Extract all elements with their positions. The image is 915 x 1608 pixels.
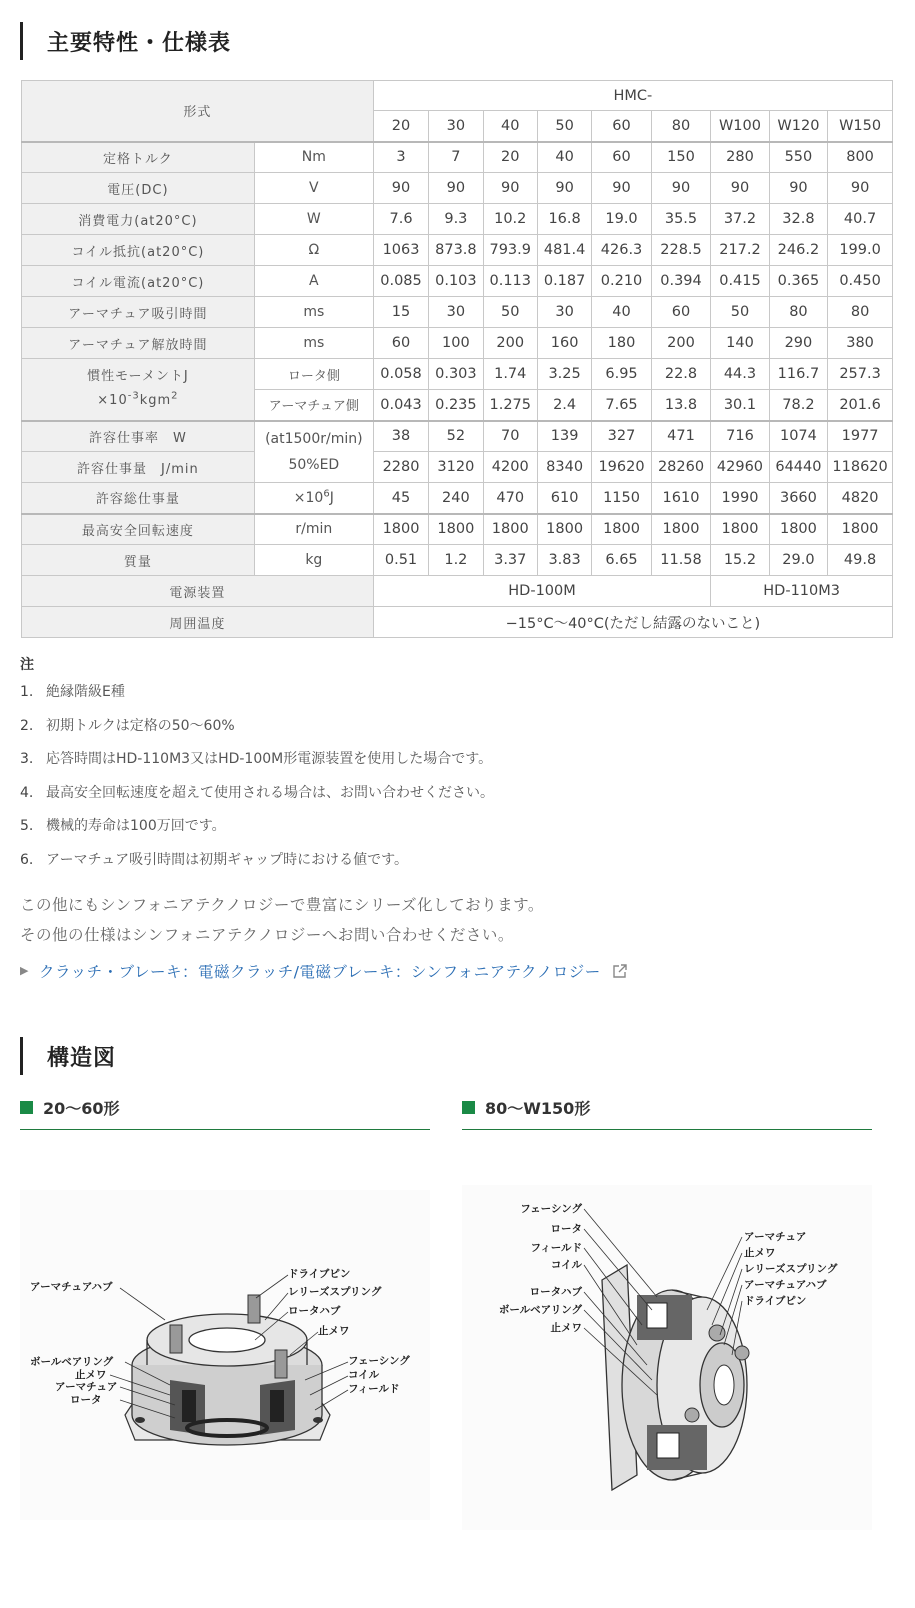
value-cell: 470	[483, 483, 537, 514]
value-cell: 1150	[592, 483, 651, 514]
external-link-icon	[611, 962, 629, 980]
value-cell: 116.7	[769, 359, 827, 390]
value-cell: 481.4	[537, 235, 591, 266]
value-cell: 40.7	[828, 204, 893, 235]
value-cell: 78.2	[769, 390, 827, 421]
note-item	[20, 680, 890, 714]
note-text: 絶縁階級E種	[46, 684, 125, 700]
model-cell: 80	[651, 111, 710, 142]
note-text: 応答時間はHD-110M3又はHD-100M形電源装置を使用した場合です。	[46, 751, 493, 768]
value-cell: 290	[769, 328, 827, 359]
value-cell: 0.415	[711, 266, 769, 297]
row-unit: r/min	[254, 514, 373, 545]
row-label: 定格トルク	[22, 142, 255, 173]
value-cell: 100	[429, 328, 483, 359]
row-label: コイル電流(at20°C)	[22, 266, 255, 297]
value-cell: 2.4	[537, 390, 591, 421]
series-paragraph: この他にもシンフォニアテクノロジーで豊富にシリーズ化しております。	[20, 895, 544, 914]
value-cell: 45	[373, 483, 428, 514]
value-cell: 873.8	[429, 235, 483, 266]
value-cell: 10.2	[483, 204, 537, 235]
notes-paragraph	[20, 890, 890, 950]
value-cell: 90	[828, 173, 893, 204]
diagram-left-header	[20, 1096, 430, 1130]
unit-exponent: -3	[127, 390, 140, 402]
table-row	[22, 328, 893, 359]
value-cell: 40	[592, 297, 651, 328]
table-row	[22, 142, 893, 173]
value-cell: 60	[651, 297, 710, 328]
value-cell: 610	[537, 483, 591, 514]
structure-section-header	[20, 1037, 116, 1075]
value-cell: 60	[592, 142, 651, 173]
value-cell: 30	[429, 297, 483, 328]
value-cell: 1800	[537, 514, 591, 545]
value-cell: 3120	[429, 452, 483, 483]
value-cell: 16.8	[537, 204, 591, 235]
table-row	[22, 514, 893, 545]
diagram-callout: レリーズスプリング	[288, 1286, 382, 1298]
note-text: 初期トルクは定格の50～60%	[46, 717, 235, 734]
model-cell: W100	[711, 111, 769, 142]
value-cell: 1063	[373, 235, 428, 266]
note-number: 4.	[20, 784, 34, 801]
value-cell: 22.8	[651, 359, 710, 390]
spec-table	[21, 80, 893, 638]
diagram-right-header	[462, 1096, 872, 1130]
value-cell: 90	[429, 173, 483, 204]
value-cell: 50	[483, 297, 537, 328]
value-cell: 8340	[537, 452, 591, 483]
contact-paragraph: その他の仕様はシンフォニアテクノロジーへお問い合わせください。	[20, 925, 514, 944]
table-row	[22, 576, 893, 607]
diagram-callout: 止メワ	[318, 1325, 350, 1337]
spec-section-title: 主要特性・仕様表	[47, 30, 232, 56]
value-cell: 0.085	[373, 266, 428, 297]
value-cell: 118620	[828, 452, 893, 483]
value-cell: 7.65	[592, 390, 651, 421]
diagram-callout: ボールベアリング	[30, 1356, 114, 1368]
row-unit: W	[254, 204, 373, 235]
condition-line: (at1500r/min)	[265, 430, 363, 447]
maker-link-text[interactable]: クラッチ・ブレーキ：電磁クラッチ/電磁ブレーキ：シンフォニアテクノロジー	[38, 962, 601, 981]
diagram-callout: フェーシング	[348, 1355, 410, 1367]
condition-line: 50%ED	[288, 456, 340, 473]
note-item	[20, 848, 890, 882]
diagram-callout: フェーシング	[520, 1203, 582, 1215]
value-cell: 716	[711, 421, 769, 452]
diagram-right-title: 80～W150形	[485, 1099, 591, 1118]
value-cell: 3	[373, 142, 428, 173]
value-cell: 70	[483, 421, 537, 452]
diagram-callout: コイル	[348, 1369, 380, 1381]
value-cell: 0.51	[373, 545, 428, 576]
value-cell: 150	[651, 142, 710, 173]
value-cell: 1800	[828, 514, 893, 545]
triangle-right-icon: ▶	[20, 964, 29, 978]
model-cell: W150	[828, 111, 893, 142]
spec-section-header	[20, 22, 231, 60]
row-label: 電圧(DC)	[22, 173, 255, 204]
table-row	[22, 235, 893, 266]
row-label: 最高安全回転速度	[22, 514, 255, 545]
value-cell: 550	[769, 142, 827, 173]
value-cell: 160	[537, 328, 591, 359]
table-row	[22, 359, 893, 390]
structure-section-title: 構造図	[47, 1045, 117, 1071]
value-cell: 29.0	[769, 545, 827, 576]
value-cell: 37.2	[711, 204, 769, 235]
diagram-callout: ロータ	[550, 1223, 582, 1235]
value-cell: 90	[537, 173, 591, 204]
section-bar	[20, 1037, 23, 1075]
model-cell: 50	[537, 111, 591, 142]
value-cell: 80	[769, 297, 827, 328]
diagram-callout: ロータ	[70, 1394, 102, 1406]
table-row	[22, 452, 893, 483]
value-cell: 90	[651, 173, 710, 204]
value-cell: 180	[592, 328, 651, 359]
diagram-right	[462, 1185, 872, 1530]
inertia-label: 慣性モーメントJ	[87, 369, 189, 385]
value-cell: 246.2	[769, 235, 827, 266]
value-cell: 1977	[828, 421, 893, 452]
value-cell: 0.450	[828, 266, 893, 297]
notes-title: 注	[20, 657, 34, 673]
value-cell: 0.103	[429, 266, 483, 297]
value-cell: 327	[592, 421, 651, 452]
notes-section	[20, 654, 890, 982]
diagram-callout: アーマチュア	[55, 1381, 118, 1393]
diagram-callout: レリーズスプリング	[744, 1263, 838, 1275]
value-cell: 240	[429, 483, 483, 514]
value-cell: 44.3	[711, 359, 769, 390]
unit-part: ×10	[293, 489, 324, 506]
value-cell: 90	[592, 173, 651, 204]
value-cell: 1.74	[483, 359, 537, 390]
row-label: アーマチュア解放時間	[22, 328, 255, 359]
value-cell: 42960	[711, 452, 769, 483]
value-cell: 1800	[769, 514, 827, 545]
value-cell: 19620	[592, 452, 651, 483]
value-cell: 0.058	[373, 359, 428, 390]
diagram-left	[20, 1190, 430, 1520]
value-cell: 90	[711, 173, 769, 204]
value-cell: 199.0	[828, 235, 893, 266]
model-cell: 60	[592, 111, 651, 142]
section-bar	[20, 22, 23, 60]
value-cell: 228.5	[651, 235, 710, 266]
table-row	[22, 297, 893, 328]
value-cell: 60	[373, 328, 428, 359]
value-cell: 217.2	[711, 235, 769, 266]
unit-exponent: 6	[323, 488, 330, 500]
value-cell: 52	[429, 421, 483, 452]
note-text: アーマチュア吸引時間は初期ギャップ時における値です。	[46, 851, 409, 868]
value-cell: 20	[483, 142, 537, 173]
note-number: 1.	[20, 684, 34, 700]
unit-part: J	[329, 489, 334, 506]
value-cell: 11.58	[651, 545, 710, 576]
table-row	[22, 204, 893, 235]
value-cell: 1.2	[429, 545, 483, 576]
value-cell: 1.275	[483, 390, 537, 421]
row-label: 許容仕事量 J/min	[22, 452, 255, 483]
value-cell: 793.9	[483, 235, 537, 266]
row-label: 周囲温度	[22, 607, 374, 638]
table-row	[22, 266, 893, 297]
note-number: 5.	[20, 818, 34, 835]
value-cell: 38	[373, 421, 428, 452]
note-number: 2.	[20, 717, 34, 734]
value-cell: 0.113	[483, 266, 537, 297]
note-number: 3.	[20, 751, 34, 768]
note-item	[20, 781, 890, 815]
diagram-callout: アーマチュアハブ	[30, 1281, 113, 1293]
value-cell: 1800	[651, 514, 710, 545]
row-unit: V	[254, 173, 373, 204]
value-cell: 139	[537, 421, 591, 452]
value-cell: 64440	[769, 452, 827, 483]
table-row	[22, 483, 893, 514]
value-cell: 140	[711, 328, 769, 359]
row-unit	[254, 483, 373, 514]
value-cell: 13.8	[651, 390, 710, 421]
diagram-callout: フィールド	[530, 1242, 582, 1254]
model-cell: 40	[483, 111, 537, 142]
value-cell: 0.365	[769, 266, 827, 297]
value-cell: 0.187	[537, 266, 591, 297]
value-cell: 7.6	[373, 204, 428, 235]
ambient-value: −15°C～40°C(ただし結露のないこと)	[373, 607, 892, 638]
value-cell: 200	[651, 328, 710, 359]
value-cell: 3.37	[483, 545, 537, 576]
note-text: 機械的寿命は100万回です。	[46, 818, 226, 835]
value-cell: 35.5	[651, 204, 710, 235]
note-item	[20, 814, 890, 848]
value-cell: 1610	[651, 483, 710, 514]
power-supply-value: HD-110M3	[711, 576, 893, 607]
value-cell: 40	[537, 142, 591, 173]
value-cell: 30.1	[711, 390, 769, 421]
diagram-left-title: 20～60形	[43, 1099, 120, 1118]
note-item	[20, 714, 890, 748]
row-unit: A	[254, 266, 373, 297]
diagram-callout: アーマチュア	[744, 1231, 807, 1243]
row-unit: ms	[254, 328, 373, 359]
power-supply-value: HD-100M	[373, 576, 710, 607]
value-cell: 280	[711, 142, 769, 173]
value-cell: 7	[429, 142, 483, 173]
row-label	[22, 359, 255, 421]
value-cell: 6.65	[592, 545, 651, 576]
value-cell: 1800	[483, 514, 537, 545]
diagram-callout: アーマチュアハブ	[744, 1279, 827, 1291]
diagram-callout: 止メワ	[75, 1369, 107, 1381]
diagram-callout: ロータハブ	[529, 1286, 582, 1298]
value-cell: 32.8	[769, 204, 827, 235]
diagram-callout: ドライブピン	[288, 1268, 351, 1280]
series-name: HMC-	[373, 81, 892, 111]
diagram-callout: ロータハブ	[288, 1305, 341, 1317]
green-square-icon	[462, 1101, 475, 1114]
row-unit: Nm	[254, 142, 373, 173]
value-cell: 0.235	[429, 390, 483, 421]
value-cell: 426.3	[592, 235, 651, 266]
value-cell: 3.83	[537, 545, 591, 576]
note-text: 最高安全回転速度を超えて使用される場合は、お問い合わせください。	[46, 784, 494, 801]
row-label: 許容総仕事量	[22, 483, 255, 514]
unit-part: ×10	[97, 393, 128, 409]
value-cell: 15.2	[711, 545, 769, 576]
value-cell: 0.043	[373, 390, 428, 421]
value-cell: 90	[769, 173, 827, 204]
value-cell: 1990	[711, 483, 769, 514]
table-row	[22, 421, 893, 452]
value-cell: 800	[828, 142, 893, 173]
row-label: アーマチュア吸引時間	[22, 297, 255, 328]
notes-list	[20, 680, 890, 882]
value-cell: 0.394	[651, 266, 710, 297]
note-item	[20, 747, 890, 781]
row-unit: Ω	[254, 235, 373, 266]
value-cell: 6.95	[592, 359, 651, 390]
table-row	[22, 545, 893, 576]
value-cell: 1800	[429, 514, 483, 545]
green-square-icon	[20, 1101, 33, 1114]
value-cell: 50	[711, 297, 769, 328]
model-cell: 30	[429, 111, 483, 142]
diagram-callout: ドライブピン	[744, 1295, 807, 1307]
diagram-callout: 止メワ	[550, 1322, 582, 1334]
value-cell: 4200	[483, 452, 537, 483]
row-label: コイル抵抗(at20°C)	[22, 235, 255, 266]
row-label: 消費電力(at20°C)	[22, 204, 255, 235]
diagram-callout: コイル	[550, 1259, 582, 1271]
value-cell: 80	[828, 297, 893, 328]
value-cell: 1800	[711, 514, 769, 545]
row-label: 電源装置	[22, 576, 374, 607]
value-cell: 0.303	[429, 359, 483, 390]
value-cell: 9.3	[429, 204, 483, 235]
value-cell: 1800	[373, 514, 428, 545]
value-cell: 3660	[769, 483, 827, 514]
diagram-callout: ボールベアリング	[498, 1304, 582, 1316]
value-cell: 380	[828, 328, 893, 359]
row-label: 許容仕事率 W	[22, 421, 255, 452]
inertia-unit	[22, 389, 254, 413]
diagram-callout: 止メワ	[744, 1247, 776, 1259]
value-cell: 3.25	[537, 359, 591, 390]
model-cell: W120	[769, 111, 827, 142]
value-cell: 15	[373, 297, 428, 328]
table-row	[22, 173, 893, 204]
value-cell: 257.3	[828, 359, 893, 390]
row-unit: ms	[254, 297, 373, 328]
maker-link[interactable]	[20, 960, 890, 982]
value-cell: 28260	[651, 452, 710, 483]
value-cell: 201.6	[828, 390, 893, 421]
value-cell: 4820	[828, 483, 893, 514]
value-cell: 90	[373, 173, 428, 204]
row-label: 質量	[22, 545, 255, 576]
value-cell: 90	[483, 173, 537, 204]
unit-exponent: 2	[171, 390, 179, 402]
value-cell: 1074	[769, 421, 827, 452]
value-cell: 200	[483, 328, 537, 359]
table-row	[22, 607, 893, 638]
row-unit: アーマチュア側	[254, 390, 373, 421]
row-unit: kg	[254, 545, 373, 576]
unit-part: kgm	[139, 393, 172, 409]
value-cell: 2280	[373, 452, 428, 483]
work-condition	[254, 421, 373, 483]
value-cell: 49.8	[828, 545, 893, 576]
note-number: 6.	[20, 851, 34, 868]
value-cell: 19.0	[592, 204, 651, 235]
value-cell: 0.210	[592, 266, 651, 297]
value-cell: 30	[537, 297, 591, 328]
diagram-callout: フィールド	[348, 1383, 400, 1395]
model-label: 形式	[22, 81, 374, 142]
value-cell: 1800	[592, 514, 651, 545]
row-unit: ロータ側	[254, 359, 373, 390]
value-cell: 471	[651, 421, 710, 452]
model-cell: 20	[373, 111, 428, 142]
